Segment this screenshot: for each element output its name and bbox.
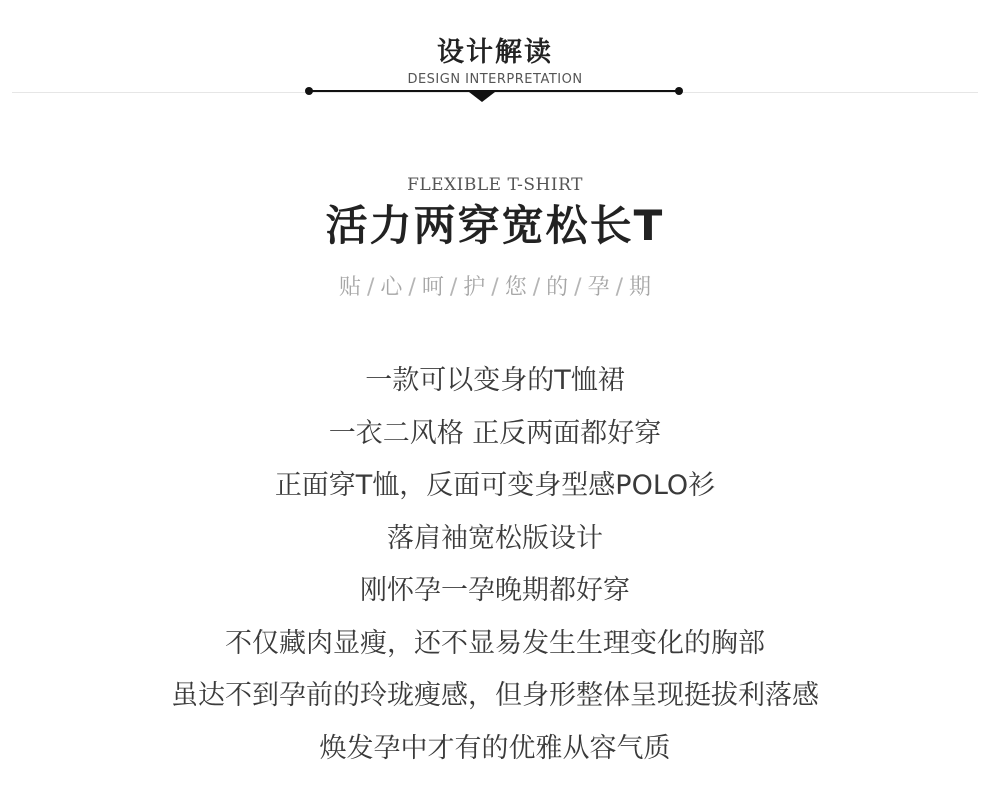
tagline-separator: / <box>449 275 458 300</box>
description-line: 一款可以变身的T恤裙 <box>365 365 625 396</box>
tagline-separator: / <box>574 275 582 300</box>
product-kicker: FLEXIBLE T-SHIRT <box>407 175 583 195</box>
tagline-char: 贴 <box>338 275 361 300</box>
description-line: 落肩袖宽松版设计 <box>387 522 603 554</box>
product-tagline <box>0 273 990 303</box>
description-line: 不仅藏肉显瘦，还不显易发生生理变化的胸部 <box>225 627 765 659</box>
accent-dot-right <box>675 87 683 95</box>
section-title: 设计解读 <box>437 37 553 68</box>
tagline-char: 孕 <box>587 275 610 300</box>
tagline-char: 您 <box>504 275 527 300</box>
tagline-separator: / <box>366 275 375 300</box>
description-list <box>0 360 990 780</box>
section-subtitle: DESIGN INTERPRETATION <box>407 72 583 87</box>
tagline-separator: / <box>408 275 416 300</box>
tagline-char: 期 <box>629 275 652 300</box>
product-title: 活力两穿宽松长T <box>325 201 665 250</box>
description-line: 焕发孕中才有的优雅从容气质 <box>319 732 671 764</box>
tagline-separator: / <box>491 275 499 300</box>
header-divider <box>12 92 978 93</box>
section-header <box>0 0 990 110</box>
tagline-char: 心 <box>380 275 403 300</box>
description-line: 一衣二风格 正反两面都好穿 <box>328 417 662 449</box>
tagline-char: 护 <box>463 275 486 300</box>
description-line: 正面穿T恤，反面可变身型感POLO衫 <box>274 470 716 501</box>
tagline-separator: / <box>615 275 624 300</box>
description-line: 刚怀孕一孕晚期都好穿 <box>360 575 630 606</box>
accent-dot-left <box>305 87 313 95</box>
tagline-char: 呵 <box>421 275 444 300</box>
tagline-char: 的 <box>546 275 569 300</box>
tagline-separator: / <box>532 275 541 300</box>
description-line: 虽达不到孕前的玲珑瘦感，但身形整体呈现挺拔利落感 <box>171 680 819 711</box>
down-pointer-icon <box>469 92 495 102</box>
